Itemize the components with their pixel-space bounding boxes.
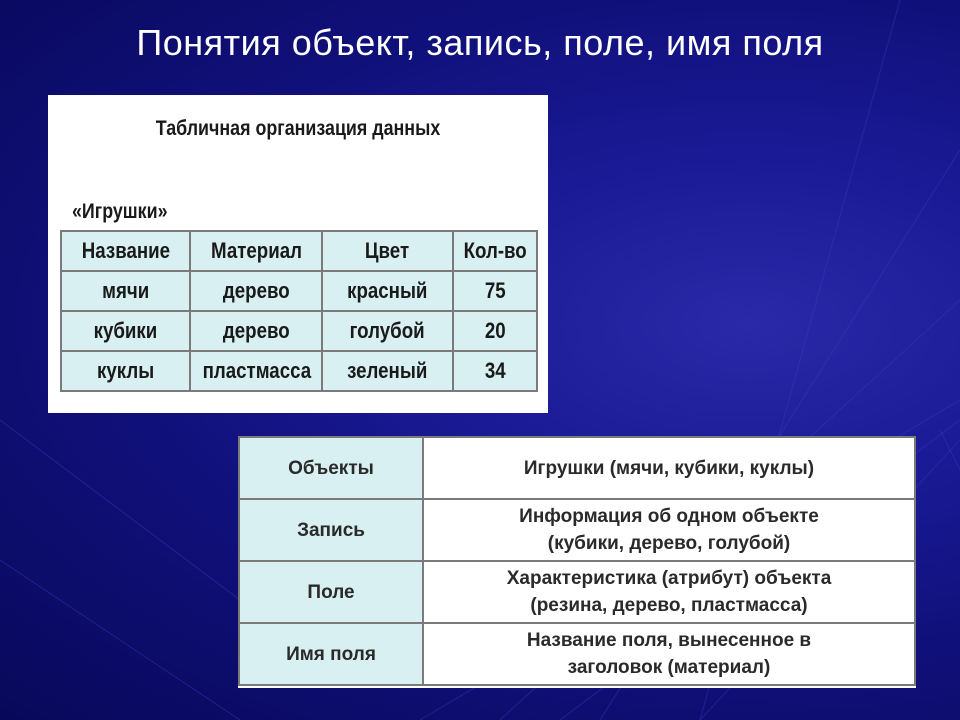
definition-description xyxy=(423,561,915,623)
table-row xyxy=(61,351,537,391)
description-line: Игрушки (мячи, кубики, куклы) xyxy=(523,457,815,479)
column-header: Кол-во xyxy=(453,231,537,271)
definition-row xyxy=(239,499,915,561)
definition-term: Поле xyxy=(239,561,423,623)
definition-row xyxy=(239,437,915,499)
table-panel-heading: Табличная организация данных xyxy=(155,117,441,140)
description-line: Информация об одном объекте xyxy=(519,506,819,527)
table-caption: «Игрушки» xyxy=(72,200,168,223)
definition-description xyxy=(423,623,915,685)
table-cell: красный xyxy=(322,271,452,311)
definition-row xyxy=(239,561,915,623)
table-cell: 20 xyxy=(453,311,537,351)
table-cell: кубики xyxy=(61,311,190,351)
table-cell: дерево xyxy=(190,311,322,351)
definition-row xyxy=(239,623,915,685)
table-cell: голубой xyxy=(322,311,452,351)
column-header: Материал xyxy=(190,231,322,271)
table-cell: дерево xyxy=(190,271,322,311)
definitions-table xyxy=(238,436,916,686)
description-line: Характеристика (атрибут) объекта xyxy=(506,568,832,589)
table-cell: зеленый xyxy=(322,351,452,391)
definition-description xyxy=(423,499,915,561)
column-header: Цвет xyxy=(322,231,452,271)
table-row xyxy=(61,311,537,351)
description-line: (кубики, дерево, голубой) xyxy=(547,533,791,554)
table-organization-panel xyxy=(48,95,548,413)
table-header-row xyxy=(61,231,537,271)
definition-term: Объекты xyxy=(239,437,423,499)
table-cell: куклы xyxy=(61,351,190,391)
table-cell: мячи xyxy=(61,271,190,311)
definition-term: Запись xyxy=(239,499,423,561)
table-cell: пластмасса xyxy=(190,351,322,391)
table-row xyxy=(61,271,537,311)
toys-table xyxy=(60,230,538,392)
description-line: заголовок (материал) xyxy=(567,657,771,678)
slide-title: Понятия объект, запись, поле, имя поля xyxy=(136,22,824,63)
definitions-panel xyxy=(238,436,916,688)
definition-description xyxy=(423,437,915,499)
column-header: Название xyxy=(61,231,190,271)
description-line: (резина, дерево, пластмасса) xyxy=(530,595,808,616)
definition-term: Имя поля xyxy=(239,623,423,685)
description-line: Название поля, вынесенное в xyxy=(526,630,812,651)
table-cell: 75 xyxy=(453,271,537,311)
table-cell: 34 xyxy=(453,351,537,391)
